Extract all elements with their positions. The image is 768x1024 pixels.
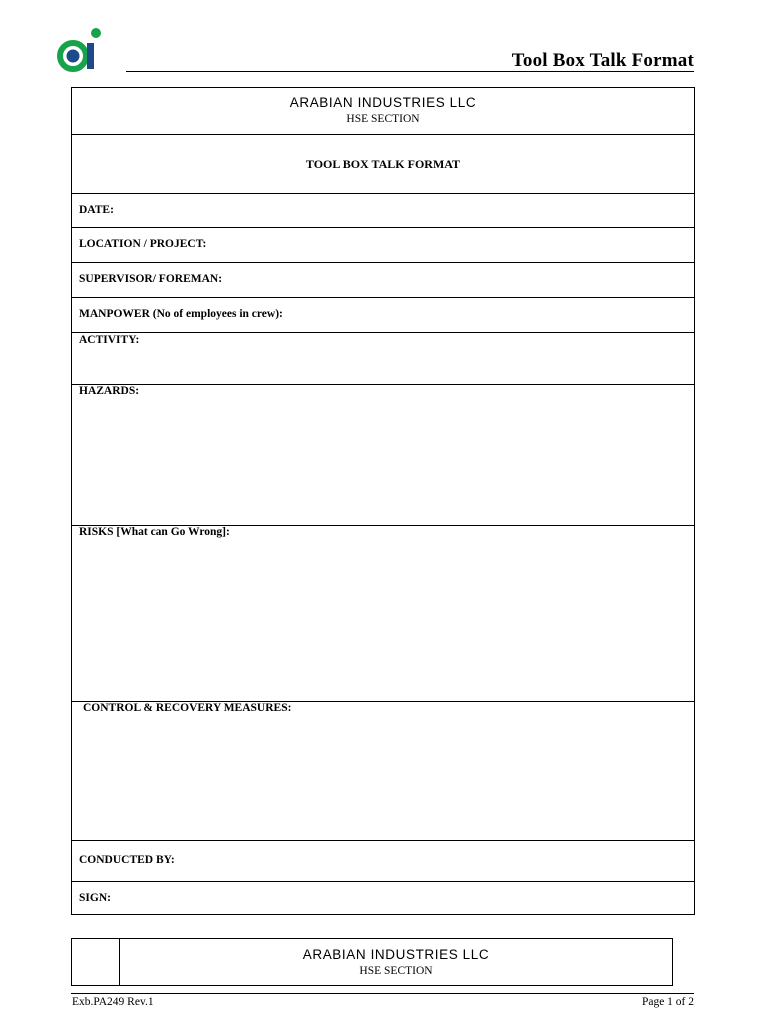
footer-section-name: HSE SECTION (359, 965, 433, 977)
page-number: Page 1 of 2 (641, 996, 694, 1008)
location-project-field[interactable] (72, 227, 694, 262)
toolbox-talk-form (71, 87, 695, 915)
supervisor-field[interactable] (72, 262, 694, 297)
company-name: ARABIAN INDUSTRIES LLC (289, 95, 477, 110)
format-title-row (72, 134, 694, 193)
format-title: TOOL BOX TALK FORMAT (305, 156, 461, 171)
conducted-by-label: CONDUCTED BY: (79, 854, 175, 866)
risks-label: RISKS [What can Go Wrong]: (79, 526, 230, 538)
company-logo (56, 26, 106, 76)
footer-company-cell (120, 939, 672, 985)
footer-company-box (71, 938, 673, 986)
hazards-label: HAZARDS: (79, 385, 140, 397)
control-recovery-label: CONTROL & RECOVERY MEASURES: (83, 702, 292, 714)
document-title: Tool Box Talk Format (511, 50, 694, 71)
footer-company-name: ARABIAN INDUSTRIES LLC (302, 947, 490, 962)
activity-label: ACTIVITY: (79, 334, 140, 346)
control-recovery-field[interactable] (72, 701, 694, 840)
manpower-label: MANPOWER (No of employees in crew): (79, 308, 283, 320)
manpower-field[interactable] (72, 297, 694, 332)
footer-divider (71, 993, 694, 994)
activity-field[interactable] (72, 332, 694, 384)
header-divider (126, 71, 694, 72)
form-header (72, 88, 694, 134)
date-label: DATE: (79, 204, 114, 216)
hazards-field[interactable] (72, 384, 694, 525)
conducted-by-field[interactable] (72, 840, 694, 881)
location-project-label: LOCATION / PROJECT: (79, 238, 207, 250)
date-field[interactable] (72, 193, 694, 227)
document-reference: Exb.PA249 Rev.1 (72, 996, 154, 1008)
footer-blank-cell (72, 939, 120, 985)
supervisor-label: SUPERVISOR/ FOREMAN: (79, 273, 223, 285)
risks-field[interactable] (72, 525, 694, 701)
section-name: HSE SECTION (346, 113, 420, 125)
sign-field[interactable] (72, 881, 694, 914)
sign-label: SIGN: (79, 892, 111, 904)
